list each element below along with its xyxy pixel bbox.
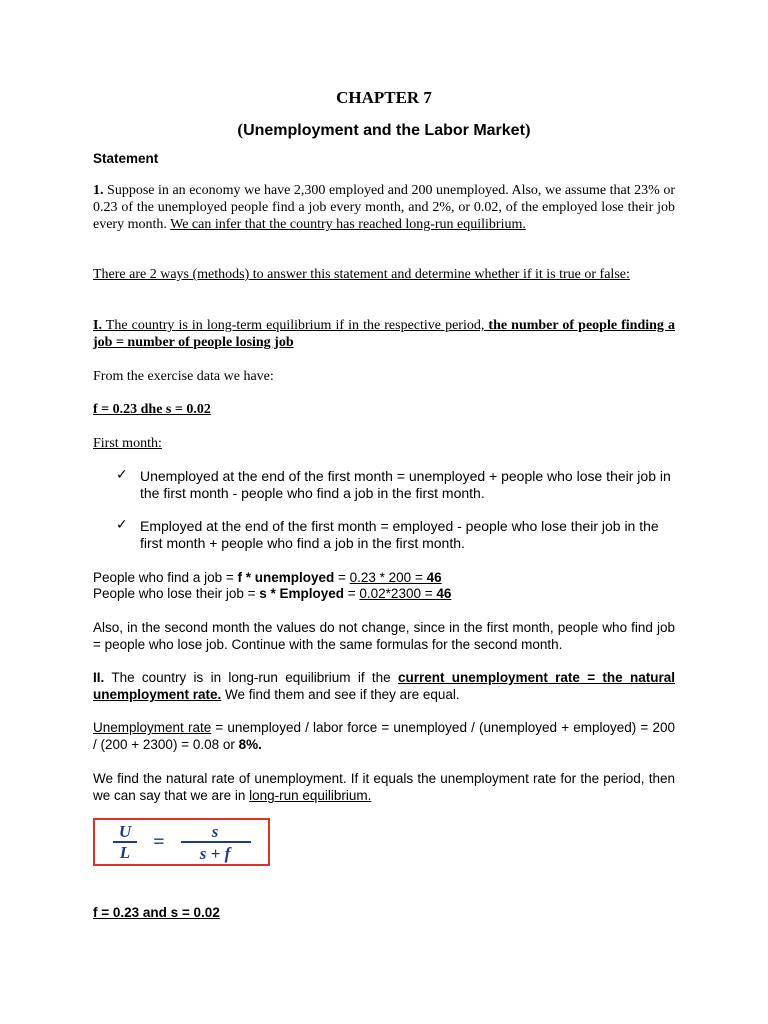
natural-rate-formula <box>93 818 270 866</box>
unemployment-rate <box>93 719 675 753</box>
chapter-title: CHAPTER 7 <box>336 88 432 107</box>
chapter-subtitle <box>0 120 768 140</box>
method-1-number: I. <box>93 318 102 333</box>
find-job-calc-text: 0.23 * 200 = <box>349 570 427 585</box>
statement-heading: Statement <box>93 151 159 166</box>
find-job-calc <box>350 570 442 585</box>
formula-rhs-den: s + f <box>199 844 231 863</box>
lose-job-calc <box>359 586 451 601</box>
find-job-prefix: People who find a job = <box>93 570 238 585</box>
bullet-unemployed: Unemployed at the end of the first month = unemployed + people who lose their job in the first month - people who find a job in the first month. <box>140 468 671 501</box>
first-month-label: First month: <box>93 436 162 451</box>
params-line-2: f = 0.23 and s = 0.02 <box>93 905 220 920</box>
question-1-text: Suppose in an economy we have 2,300 employed and 200 unemployed. Also, we assume that 23% or 0.23 of the unemployed people find a job every month, and 2%, or 0.02, of the employed lose their job every month. <box>93 183 675 232</box>
question-1-number: 1. <box>93 183 104 198</box>
method-2-number: II. <box>93 670 105 685</box>
method-1 <box>93 317 675 351</box>
formula-svg <box>95 820 268 864</box>
question-1-claim: We can infer that the country has reached long-run equilibrium. <box>170 217 526 232</box>
lose-job-formula: s * Employed <box>259 586 345 601</box>
method-1-condition: the number of people finding a job = number of people losing job <box>93 318 675 350</box>
checkmark-icon: ✓ <box>116 517 128 533</box>
lose-job-prefix: People who lose their job = <box>93 586 260 601</box>
lose-job-calc-text: 0.02*2300 = <box>359 586 437 601</box>
formula-equals: = <box>153 831 165 853</box>
formula-lhs-den: L <box>119 843 131 862</box>
method-1-text: The country is in long-term equilibrium if in the respective period, <box>101 318 489 333</box>
lose-job-result: 46 <box>436 586 452 601</box>
subtitle-close-paren: ) <box>524 120 531 139</box>
unemployment-rate-label: Unemployment rate <box>93 720 212 735</box>
subtitle-open-paren: ( <box>237 120 244 139</box>
natural-rate-body: We find the natural rate of unemployment. If it equals the unemployment rate for the period, then we can say that we are in <box>93 771 675 803</box>
checkmark-icon: ✓ <box>116 467 128 483</box>
natural-rate-text <box>93 770 675 804</box>
formula-rhs-num: s <box>211 822 219 841</box>
second-month-text: Also, in the second month the values do not change, since in the first month, people who find job = people who lose job. Continue with the same formulas for the second month. <box>93 620 675 652</box>
method-2-tail: We find them and see if they are equal. <box>221 687 460 702</box>
formula-lhs-num: U <box>118 822 132 841</box>
find-job-result: 46 <box>426 570 442 585</box>
params-line-1: f = 0.23 dhe s = 0.02 <box>93 402 211 417</box>
method-2-text: The country is in long-run equilibrium if the <box>104 670 398 685</box>
lose-job-line <box>93 585 675 602</box>
method-2-condition: current unemployment rate = the natural unemployment rate. <box>93 670 675 702</box>
find-job-line <box>93 569 675 586</box>
natural-rate-link: long-run equilibrium. <box>249 788 372 803</box>
lose-job-equals: = <box>344 586 360 601</box>
exercise-data-intro: From the exercise data we have: <box>93 369 274 384</box>
question-1 <box>93 182 675 233</box>
unemployment-rate-result: 8%. <box>238 737 262 752</box>
method-2 <box>93 669 675 703</box>
unemployment-rate-formula: = unemployed / labor force = unemployed / (unemployed + employed) = 200 / (200 + 2300) = 0.08 or <box>93 720 675 752</box>
methods-intro: There are 2 ways (methods) to answer this statement and determine whether if it is true or false: <box>93 267 630 282</box>
find-job-equals: = <box>334 570 350 585</box>
find-job-formula: f * unemployed <box>237 570 335 585</box>
subtitle-text: Unemployment and the Labor Market <box>243 122 525 139</box>
bullet-employed: Employed at the end of the first month = employed - people who lose their job in the first month + people who find a job in the first month. <box>140 518 659 551</box>
